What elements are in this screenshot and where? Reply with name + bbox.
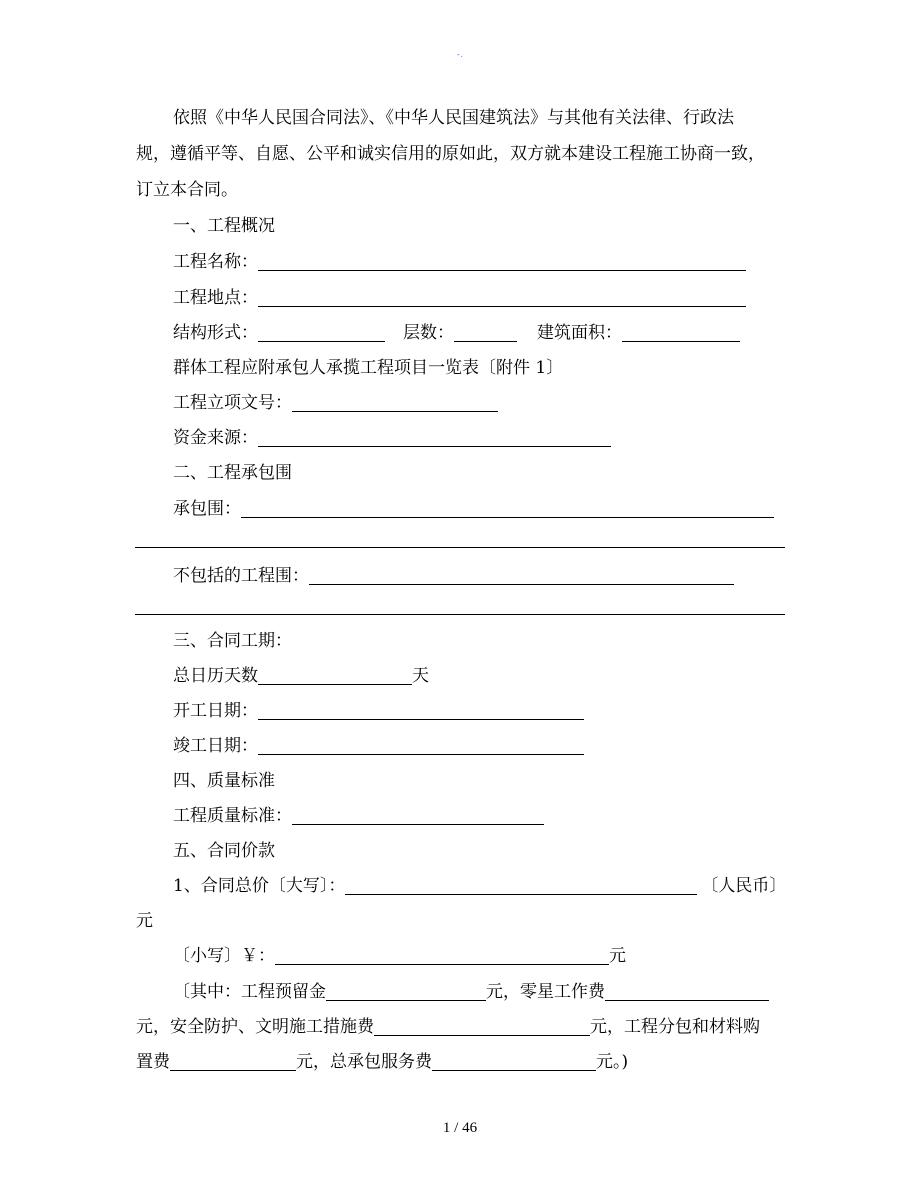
section3-title — [173, 631, 292, 651]
subcontract-label: 元，工程分包和材料购 — [590, 1017, 760, 1037]
funding-field[interactable] — [258, 430, 611, 447]
section4-title — [173, 771, 275, 791]
detail-line-1 — [173, 982, 769, 1002]
detail-line-2 — [136, 1017, 760, 1037]
funding-label: 资金来源： — [173, 428, 258, 448]
approval-row — [173, 393, 498, 413]
intro-line-2 — [136, 144, 765, 164]
group-note: 群体工程应附承包人承揽工程项目一览表〔附件 1〕 — [173, 358, 564, 378]
section4-title-text: 四、质量标准 — [173, 771, 275, 791]
approval-label: 工程立项文号： — [173, 393, 292, 413]
total-price-row — [173, 876, 786, 896]
quality-field[interactable] — [292, 808, 544, 825]
safety-label: 元，安全防护、文明施工措施费 — [136, 1017, 374, 1037]
floors-field[interactable] — [454, 325, 517, 342]
safety-field[interactable] — [374, 1019, 590, 1036]
project-location-row — [173, 288, 746, 308]
total-price-field[interactable] — [345, 878, 697, 895]
structure-field[interactable] — [258, 325, 385, 342]
start-date-label: 开工日期： — [173, 701, 258, 721]
page-number: 1 / 46 — [442, 1120, 478, 1136]
start-date-row — [173, 701, 584, 721]
header-mark: -. — [457, 50, 464, 59]
intro-line-3 — [136, 180, 238, 200]
intro-text-1: 依照《中华人民国合同法》、《中华人民国建筑法》与其他有关法律、行政法 — [173, 108, 734, 128]
total-price-label: 1、合同总价〔大写〕： — [173, 876, 346, 896]
total-days-label: 总日历天数 — [173, 666, 258, 686]
misc-work-field[interactable] — [605, 984, 769, 1001]
group-note-row — [173, 358, 563, 378]
structure-row — [173, 323, 740, 343]
section3-title-text: 三、合同工期： — [173, 631, 292, 651]
detail-end: 元。) — [596, 1052, 629, 1072]
scope-label: 承包围： — [173, 499, 241, 519]
project-name-row — [173, 252, 746, 272]
intro-line-1 — [173, 108, 734, 128]
scope-field[interactable] — [241, 501, 774, 518]
section5-title — [173, 841, 275, 861]
intro-text-3: 订立本合同。 — [136, 180, 238, 200]
reserve-field[interactable] — [326, 984, 486, 1001]
detail-line-3 — [136, 1052, 628, 1072]
start-date-field[interactable] — [258, 703, 584, 720]
service-fee-label: 元，总承包服务费 — [296, 1052, 432, 1072]
total-days-field[interactable] — [258, 668, 412, 685]
approval-field[interactable] — [292, 395, 498, 412]
misc-work-label: 元，零星工作费 — [486, 982, 605, 1002]
section1-title-text: 一、工程概况 — [173, 216, 275, 236]
end-date-label: 竣工日期： — [173, 736, 258, 756]
floors-label: 层数： — [403, 323, 454, 343]
area-label: 建筑面积： — [537, 323, 622, 343]
small-price-row — [173, 946, 626, 966]
total-price-unit: 元 — [136, 911, 153, 931]
funding-row — [173, 428, 611, 448]
structure-label: 结构形式： — [173, 323, 258, 343]
intro-text-2: 规，遵循平等、自愿、公平和诚实信用的原如此，双方就本建设工程施工协商一致， — [136, 144, 765, 164]
service-fee-field[interactable] — [432, 1054, 596, 1071]
small-price-label: 〔小写〕￥： — [173, 946, 275, 966]
excluded-field-continuation[interactable] — [135, 614, 785, 615]
total-price-unit-row — [136, 911, 153, 931]
scope-row — [173, 499, 774, 519]
section2-title — [173, 463, 292, 483]
reserve-label: 〔其中：工程预留金 — [173, 982, 326, 1002]
excluded-field[interactable] — [309, 568, 734, 585]
excluded-label: 不包括的工程围： — [173, 566, 309, 586]
small-price-field[interactable] — [275, 948, 609, 965]
quality-label: 工程质量标准： — [173, 806, 292, 826]
small-price-unit: 元 — [609, 946, 626, 966]
quality-row — [173, 806, 544, 826]
purchase-field[interactable] — [170, 1054, 296, 1071]
total-days-unit: 天 — [412, 666, 429, 686]
project-name-label: 工程名称： — [173, 252, 258, 272]
excluded-row — [173, 566, 734, 586]
end-date-field[interactable] — [258, 738, 584, 755]
purchase-label: 置费 — [136, 1052, 170, 1072]
project-name-field[interactable] — [258, 254, 746, 271]
total-days-row — [173, 666, 429, 686]
project-location-field[interactable] — [258, 290, 746, 307]
section2-title-text: 二、工程承包围 — [173, 463, 292, 483]
scope-field-continuation[interactable] — [135, 547, 785, 548]
section1-title — [173, 216, 275, 236]
project-location-label: 工程地点： — [173, 288, 258, 308]
rmb-label: 〔人民币〕 — [701, 876, 787, 896]
section5-title-text: 五、合同价款 — [173, 841, 275, 861]
end-date-row — [173, 736, 584, 756]
area-field[interactable] — [622, 325, 740, 342]
